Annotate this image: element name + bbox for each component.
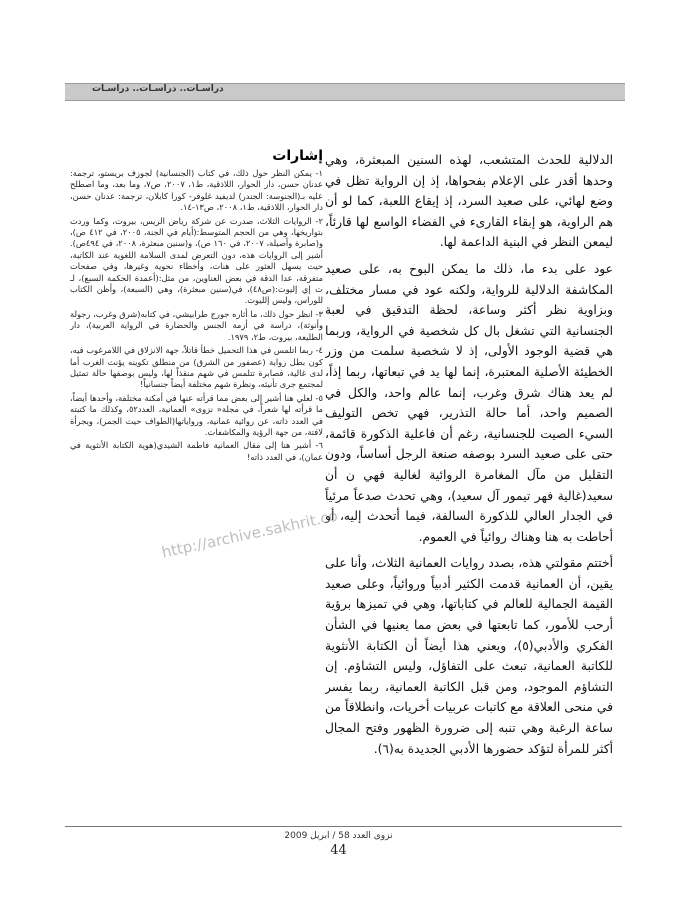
archive-watermark: http://archive.sakhrit.co — [160, 506, 340, 562]
body-paragraph: عود على بدء ما، ذلك ما يمكن البوح به، على صعيد المكاشفة الدلالية للرواية، ولكنه عود في مسار مختلف، وبزاوية نظر أكثر وساعة، لحظة التدقيق في لعبة الجنسانية التي تشغل بال كل شخصية في الرواية، وربما هي قضية الوجود الأولى، إذ لا شخصية سلمت من وزر الخطيئة الأصلية المعتبرة، إنما لها يد في تبعاتها، ربما إذاً، لم يعد هناك شرق وغرب، إنما عالم واحد، والكل في الصميم واحد، أما حالة التذرير، فهي تخص التوليف السيء الصيت للجنسانية، رغم أن فاعلية الذكورة قائمة، حتى على صعيد السرد بوصفه صنعة الرجل أساساً، ودون التقليل من مآل المغامرة الروائية لغالية فهي ن أن سعيد(غالية فهر تيمور آل سعيد)، وهي تحدث صدعاً مرئياً في الجدار العالي للذكورة السالفة، فيما أتحدث إليه، أو أحاطت به هنا وهناك روائياً في العموم. — [325, 261, 613, 544]
note-item: ٢- الروايات الثلاث، صدرت عن شركة رياض الريس، بيروت، وكما وردت بتواريخها، وهي من الحجم المتوسط:(أيام في الجنة، ٢٠٠٥، في ٤١٢ ص)، و(صابرة وأصيلة، ٢٠٠٧، في ١٦٠ ص)، و(سنين مبعثرة، ٢٠٠٨، في ٤٩٤ص). أشير إلى الروايات هذه، دون التعرض لمدى السلامة اللغوية عند الكاتبة، حيث يسهل العثور على هنات، وأخطاء نحوية وغيرها، وفي صفحات متفرقة، عدا الدقة في بعض العناوين، من مثل:(أعمدة الحكمة السبع)، لـ ت إي إليوت:(ص٤٨)، في(سنين مبعثرة)، وهي (السبعة)، وأظن الكتاب للوراس، وليس إلليوت. — [70, 215, 323, 306]
footer-issue-line: نزوى العدد 58 / ابريل 2009 — [284, 831, 393, 841]
note-item: ٦- أشير هنا إلى مقال العمانية فاطمة الشيدي(هوية الكتابة الأنثوية في عمان)، في العدد ذاته! — [70, 440, 323, 462]
page-number: 44 — [330, 843, 347, 858]
article-body-column — [325, 150, 613, 830]
notes-column — [70, 148, 323, 533]
section-header-title: دراسـات.. دراسـات.. دراسـات — [92, 84, 224, 94]
note-item: ٤- ربما اتلمس في هذا التحميل خطأ قاتلاً، جهة الانزلاق في اللامرغوب فيه، كون بطل رواية (عصفور من الشرق) من منطلق تكوينه يؤنث الغرب أما لدى غالية، فصابرة تتلمس في شهم منقذاً لها، وليس بوصفها حالة تمثيل لمجتمع جرى تأنيثه، ونظرة شهم مختلفة أيضاً جنسانياً! — [70, 345, 323, 390]
body-paragraph: الدلالية للحدث المتشعب، لهذه السنين المبعثرة، وهي وحدها أقدر على الإعلام بفحواها، إذ إن الرواية تظل في وضع لهائي، على صعيد السرد، إذ إيقاع اللعبة، كما لو أن هم الراوية، هو إبقاء القارىء في الفضاء الواسع لها قارئاً، ليمعن النظر في البنية الداعمة لها. — [325, 153, 613, 250]
note-item: ١- يمكن النظر حول ذلك، في كتاب (الجنسانية) لجوزف بريستو، ترجمة: عدنان حسن، دار الحوار، اللاذقية، ط١، ٢٠٠٧، ص٧، وما بعد، وما اصطلح عليه بـ(الجنوسة: الجندر) لديفيد غلوفر- كورا كابلان، ترجمة: عدنان حسن، دار الحوار، اللاذقية، ط١، ٢٠٠٨، ص١٣-١٤. — [70, 168, 323, 213]
footer-divider — [65, 826, 622, 827]
notes-heading: إشارات — [272, 148, 323, 164]
body-paragraph: أختتم مقولتي هذه، بصدد روايات العمانية الثلاث، وأنا على يقين، أن العمانية قدمت الكثير أدبياً وروائياً، وعلى صعيد القيمة الجمالية للعالم في كتاباتها، وهي في تميزها برؤية أرحب للأمور، كما تابعتها في بعض مما يعنيها في الشأن الفكري والأدبي(٥)، ويعني هذا أيضاً أن الكتابة الأنثوية للكاتبة العمانية، تبعث على التفاؤل، وليس التشاؤم. إن التشاؤم الموجود، ومن قبل الكاتبة العمانية، ربما يفسر في منحى العلاقة مع كاتبات عربيات أخريات، وانطلاقاً من ساعة الرغبة وهي تنبه إلى ضرورة الظهور وفتح المجال أكثر للمرأة لتؤكد حضورها الأدبي الجديدة به(٦). — [325, 556, 613, 756]
note-item: ٥- لعلي هنا أشير إلى بعض مما قرأته عنها في أمكنة مختلفة، وأحدها أيضاً، ما قرأته لها شعراً، في مجلة« نزوى» العمانية، العدد٥٢، وكذلك ما كتبته في العدد ذاته، عن روائية عمانية، ورواياتها(الطواف حيث الجمر)، وبجرأة لافتة، من جهة الرؤية والمكاشفات. — [70, 392, 323, 437]
note-item: ٣- انظر حول ذلك، ما أثاره جورج طرابيشي، في كتابه(شرق وغرب، رجولة وأنوثة)، دراسة في أزمة الجنس والحضارة في الرواية العربية)، دار الطليعة، بيروت، ط٢، ١٩٧٩. — [70, 308, 323, 342]
